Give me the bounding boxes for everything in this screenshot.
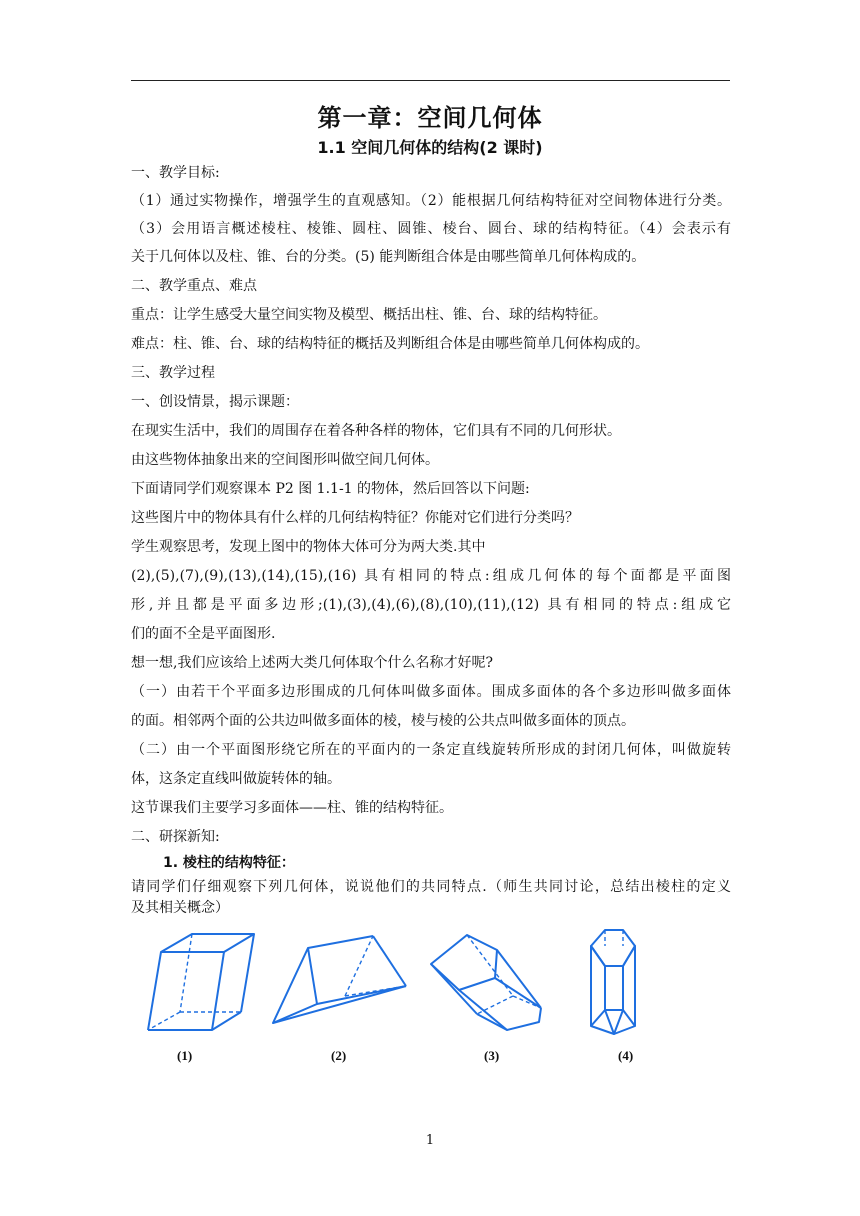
paragraph-line: 这节课我们主要学习多面体——柱、锥的结构特征。 <box>131 800 453 816</box>
prism-figure-4 <box>591 930 635 1034</box>
paragraph-line: 关于几何体以及柱、锥、台的分类。(5) 能判断组合体是由哪些简单几何体构成的。 <box>131 249 646 265</box>
figure-caption: (3) <box>484 1048 500 1063</box>
paragraph-line: 这些图片中的物体具有什么样的几何结构特征？你能对它们进行分类吗？ <box>131 510 579 526</box>
prism-figure-2 <box>273 936 406 1023</box>
page-number: 1 <box>425 1133 435 1148</box>
paragraph-line: 们的面不全是平面图形. <box>131 626 276 642</box>
section-title: 1.1 空间几何体的结构(2 课时) <box>317 138 543 157</box>
figure-caption: (2) <box>331 1048 347 1063</box>
figure-caption: (4) <box>618 1048 634 1063</box>
prism-figure-1 <box>148 934 254 1030</box>
prism-figures-svg <box>131 918 731 1078</box>
paragraph-line: 在现实生活中，我们的周围存在着各种各样的物体，它们具有不同的几何形状。 <box>131 423 621 439</box>
instruction-line: 及其相关概念） <box>131 900 229 916</box>
prism-figure-3 <box>431 935 541 1030</box>
figure-caption: (1) <box>177 1048 193 1063</box>
heading-process: 三、教学过程 <box>131 365 215 381</box>
heading-objectives: 一、教学目标: <box>131 165 220 181</box>
heading-intro: 一、创设情景，揭示课题： <box>131 394 299 410</box>
paragraph-line: 体，这条定直线叫做旋转体的轴。 <box>131 771 341 787</box>
chapter-title: 第一章：空间几何体 <box>317 104 543 132</box>
paragraph-line: 形,并且都是平面多边形;(1),(3),(4),(6),(8),(10),(11),(12) 具有相同的特点:组成它 <box>131 597 731 613</box>
paragraph-line: 想一想,我们应该给上述两大类几何体取个什么名称才好呢? <box>131 655 493 671</box>
heading-new-knowledge: 二、研探新知: <box>131 829 220 845</box>
paragraph-line: （3）会用语言概述棱柱、棱锥、圆柱、圆锥、棱台、圆台、球的结构特征。（4）会表示有 <box>131 221 731 237</box>
paragraph-line: （一）由若干个平面多边形围成的几何体叫做多面体。围成多面体的各个多边形叫做多面体 <box>131 684 731 700</box>
prism-figures <box>131 918 731 1078</box>
paragraph-line: 难点：柱、锥、台、球的结构特征的概括及判断组合体是由哪些简单几何体构成的。 <box>131 336 649 352</box>
paragraph-line: (2),(5),(7),(9),(13),(14),(15),(16) 具有相同的特点:组成几何体的每个面都是平面图 <box>131 568 731 584</box>
subheading-prism: 1. 棱柱的结构特征： <box>163 855 295 871</box>
paragraph-line: 下面请同学们观察课本 P2 图 1.1-1 的物体，然后回答以下问题: <box>131 481 530 497</box>
heading-key-points: 二、教学重点、难点 <box>131 278 257 294</box>
instruction-line: 请同学们仔细观察下列几何体，说说他们的共同特点.（师生共同讨论，总结出棱柱的定义 <box>131 879 731 895</box>
paragraph-line: 的面。相邻两个面的公共边叫做多面体的棱，棱与棱的公共点叫做多面体的顶点。 <box>131 713 635 729</box>
paragraph-line: （1）通过实物操作，增强学生的直观感知。（2）能根据几何结构特征对空间物体进行分类。 <box>131 193 731 209</box>
header-rule <box>131 80 730 81</box>
paragraph-line: （二）由一个平面图形绕它所在的平面内的一条定直线旋转所形成的封闭几何体，叫做旋转 <box>131 742 731 758</box>
paragraph-line: 由这些物体抽象出来的空间图形叫做空间几何体。 <box>131 452 439 468</box>
paragraph-line: 学生观察思考，发现上图中的物体大体可分为两大类.其中 <box>131 539 486 555</box>
paragraph-line: 重点：让学生感受大量空间实物及模型、概括出柱、锥、台、球的结构特征。 <box>131 307 607 323</box>
